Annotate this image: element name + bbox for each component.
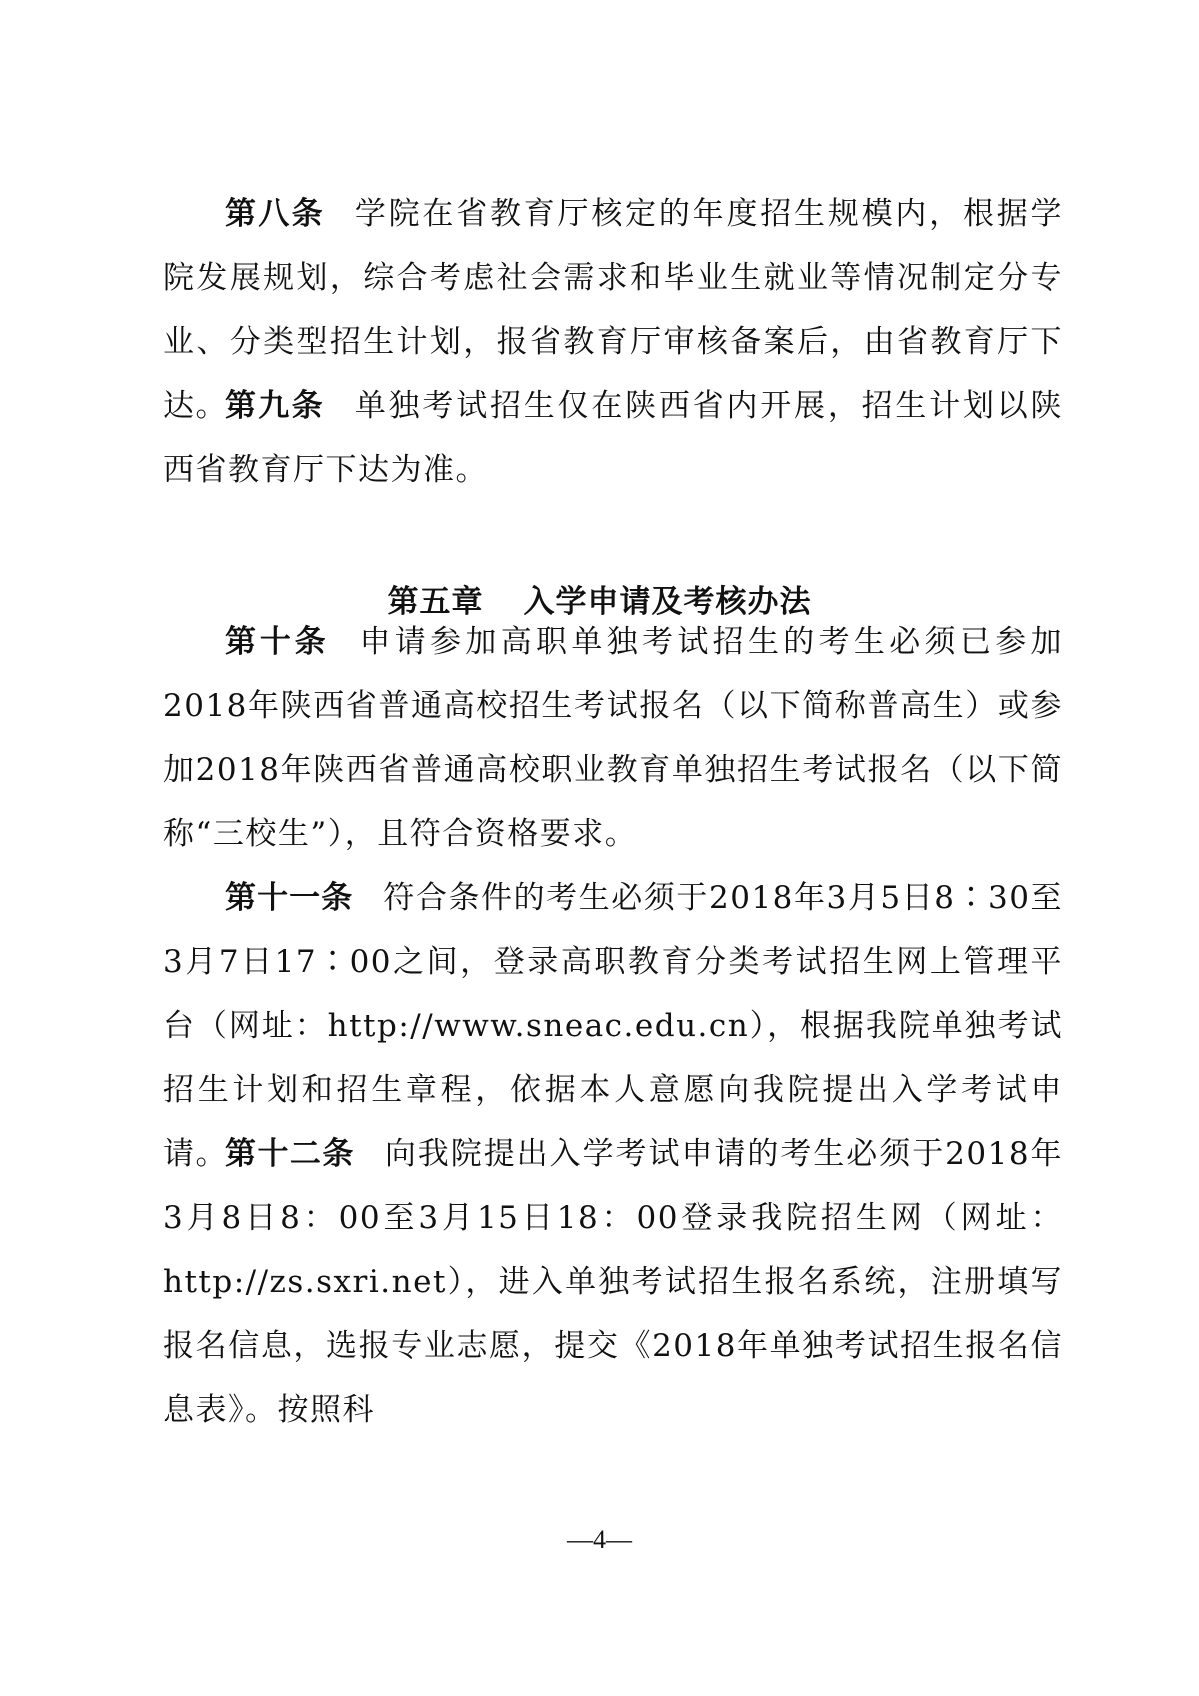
chapter-number: 第五章 <box>387 584 484 620</box>
article-11-text: 符合条件的考生必须于2018年3月5日8∶30至3月7日17∶00之间，登录高职教育分类考试招生网上管理平台（网址：http://www.sneac.edu.cn），根据我院单独考试招生计划和招生章程，依据本人意愿向我院提出入学考试申请。 <box>163 880 1064 1172</box>
article-10-text: 申请参加高职单独考试招生的考生必须已参加2018年陕西省普通高校招生考试报名（以下简称普高生）或参加2018年陕西省普通高校职业教育单独招生考试报名（以下简称“三校生”），且符合资格要求。 <box>163 624 1064 852</box>
article-12-label: 第十二条 <box>225 1136 355 1172</box>
article-9-text: 单独考试招生仅在陕西省内开展，招生计划以陕西省教育厅下达为准。 <box>163 388 1064 488</box>
article-8-label: 第八条 <box>225 196 325 232</box>
article-10 <box>163 610 1063 866</box>
article-9 <box>163 374 1063 502</box>
article-11-label: 第十一条 <box>225 880 354 916</box>
article-9-label: 第九条 <box>225 388 325 424</box>
article-12-text: 向我院提出入学考试申请的考生必须于2018年3月8日8：00至3月15日18：00登录我院招生网（网址：http://zs.sxri.net），进入单独考试招生报名系统，注册填写报名信息，选报专业志愿，提交《2018年单独考试招生报名信息表》。按照科 <box>163 1136 1064 1428</box>
chapter-title: 入学申请及考核办法 <box>523 584 812 620</box>
article-8-text: 学院在省教育厅核定的年度招生规模内，根据学院发展规划，综合考虑社会需求和毕业生就业等情况制定分专业、分类型招生计划，报省教育厅审核备案后，由省教育厅下达。 <box>163 196 1064 424</box>
page-number: —4— <box>567 1525 632 1554</box>
article-10-label: 第十条 <box>225 624 330 660</box>
article-12 <box>163 1122 1063 1442</box>
